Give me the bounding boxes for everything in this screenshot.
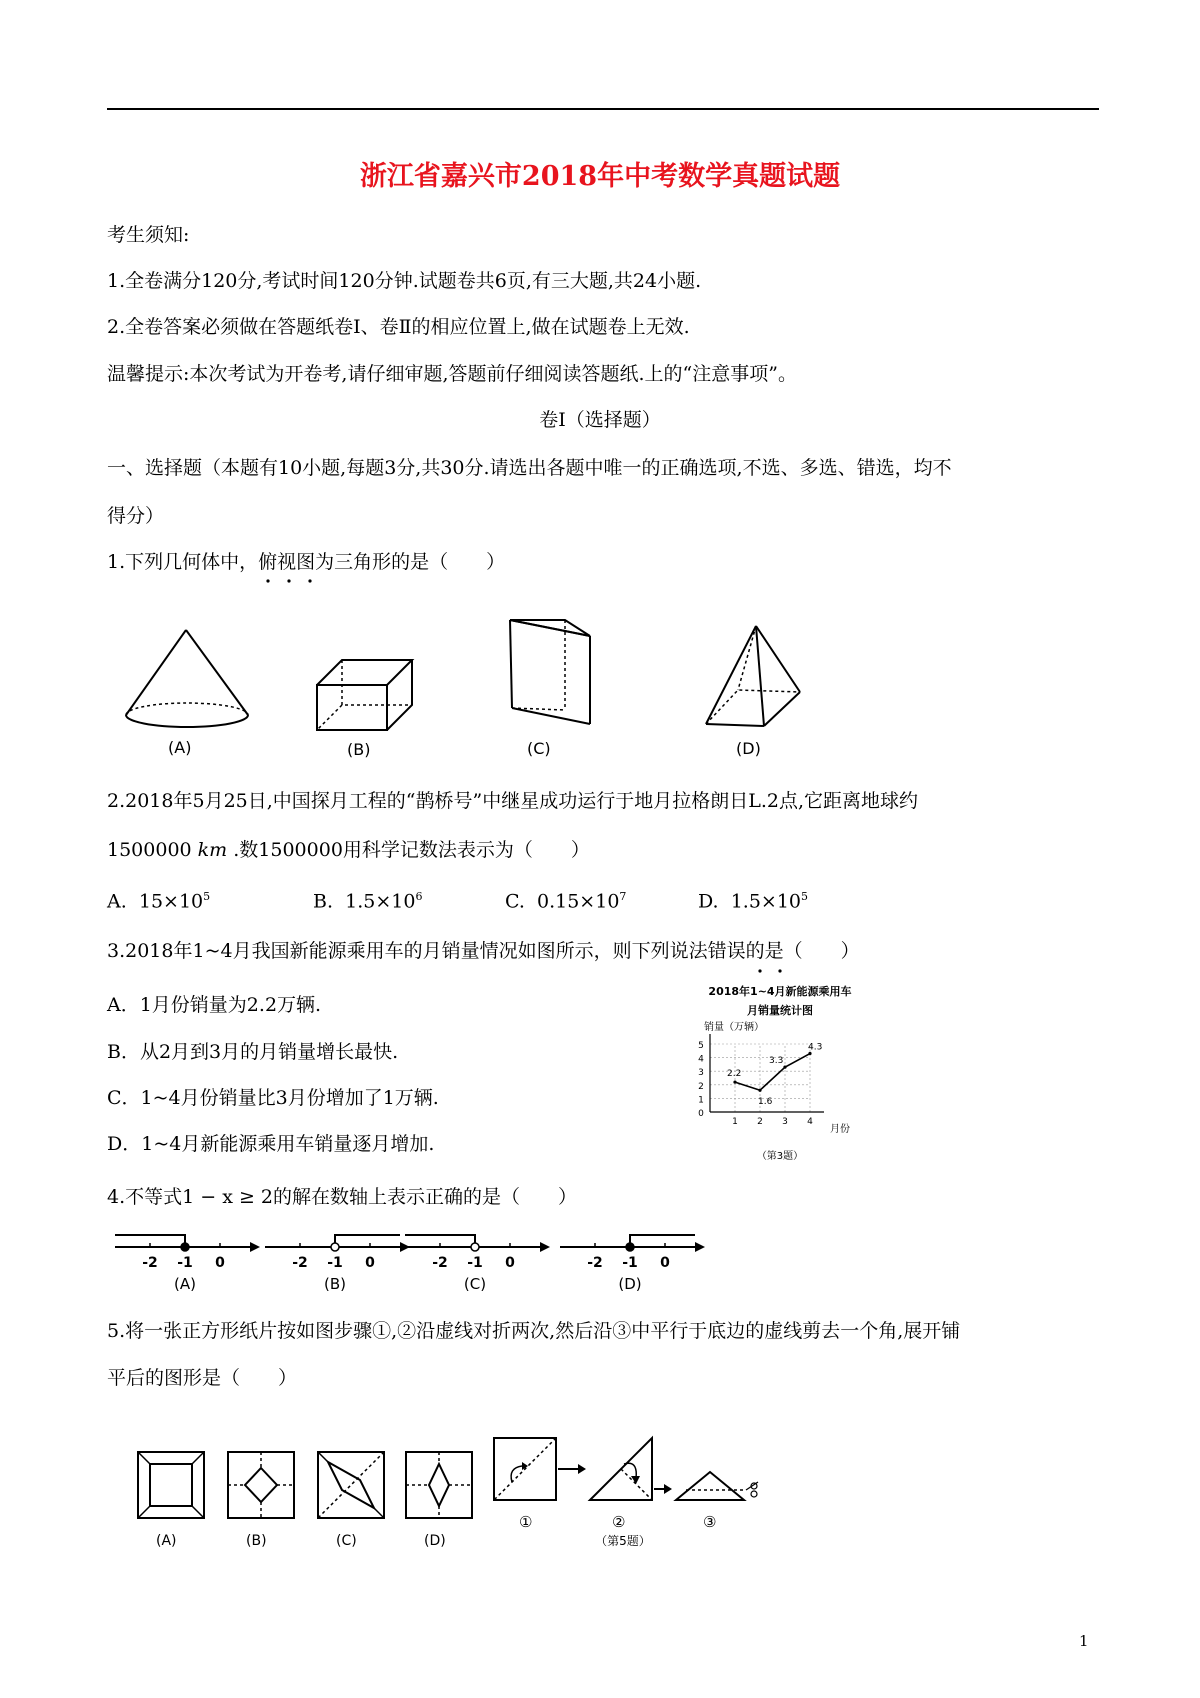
number-line-tick-label: -1: [467, 1255, 483, 1271]
solution-ray: [630, 1235, 695, 1247]
question-1-text: 1.下列几何体中，俯视图为三角形的是（ ）: [107, 551, 506, 573]
sales-line-chart: [690, 982, 870, 1167]
question-2-option-a: A. $15\times 10^5$: [107, 890, 211, 913]
question-3-option-b: B．从2月到3月的月销量增长最快.: [107, 1041, 399, 1063]
chart-y-tick-label: 1: [698, 1095, 704, 1106]
number-line-caption: (D): [618, 1275, 642, 1293]
number-line-tick-label: 0: [660, 1255, 670, 1271]
chart-y-label: 销量（万辆）: [704, 1022, 764, 1033]
closed-dot: [626, 1243, 634, 1251]
question-2-text-cont: 1500000 km .数1500000用科学记数法表示为（ ）: [107, 839, 590, 861]
number-line-arrow: [250, 1242, 260, 1252]
question-3-text: 3.2018年1~4月我国新能源乘用车的月销量情况如图所示，则下列说法错误的是（ ）: [107, 940, 860, 962]
open-dot: [331, 1243, 339, 1251]
question-3-option-a: A．1月份销量为2.2万辆.: [107, 994, 322, 1016]
fold-step-2: [590, 1438, 652, 1531]
figure-pyramid: [698, 620, 808, 760]
warm-tip: 温馨提示:本次考试为开卷考,请仔细审题,答题前仔细阅读答题纸.上的“注意事项”。: [107, 363, 797, 385]
number-line-tick-label: -1: [177, 1255, 193, 1271]
chart-x-label: 月份: [830, 1124, 850, 1135]
emphasis-dots: [756, 968, 816, 974]
chart-point: [733, 1080, 736, 1083]
svg-text:(C): (C): [336, 1533, 357, 1549]
figure-triangular-prism: [505, 614, 600, 760]
question-2-option-d: D. $1.5\times 10^5$: [698, 890, 809, 913]
fold-step-1: [494, 1438, 556, 1531]
svg-text:①: ①: [519, 1513, 533, 1531]
open-dot: [471, 1243, 479, 1251]
number-line-tick-label: -2: [142, 1255, 158, 1271]
caption-b: (B): [347, 740, 371, 759]
option-a-shape: [138, 1452, 204, 1549]
chart-data-label: 2.2: [727, 1069, 742, 1080]
chart-data-label: 1.6: [758, 1097, 773, 1108]
chart-point: [783, 1066, 786, 1069]
question-5-text: 5.将一张正方形纸片按如图步骤①,②沿虚线对折两次,然后沿③中平行于底边的虚线剪去一个角,展开铺: [107, 1320, 961, 1342]
section-title: 卷Ⅰ（选择题）: [539, 409, 661, 431]
number-line-tick-label: -2: [292, 1255, 308, 1271]
option-d-shape: [406, 1452, 472, 1549]
number-line-caption: (B): [324, 1275, 346, 1293]
caption-d: (D): [736, 739, 761, 758]
number-line-tick-label: -2: [587, 1255, 603, 1271]
caption-c: (C): [527, 739, 551, 758]
chart-data-label: 3.3: [769, 1056, 784, 1067]
number-line-options: [115, 1225, 805, 1295]
chart-y-tick-label: 2: [698, 1081, 704, 1092]
chart-caption: （第3题）: [756, 1151, 804, 1162]
notice-heading: 考生须知:: [107, 224, 190, 246]
emphasis-dots: [264, 578, 344, 584]
option-b-shape: [228, 1452, 294, 1549]
solution-ray: [335, 1235, 400, 1247]
page-title: 浙江省嘉兴市2018年中考数学真题试题: [359, 161, 841, 192]
chart-x-tick-label: 3: [782, 1117, 788, 1127]
notice-item-2: 2.全卷答案必须做在答题纸卷Ⅰ、卷Ⅱ的相应位置上,做在试题卷上无效.: [107, 316, 690, 338]
figure-cone: [120, 620, 260, 760]
number-line-tick-label: 0: [215, 1255, 225, 1271]
paper-fold-figures: [128, 1432, 788, 1552]
option-c-shape: [318, 1452, 384, 1549]
chart-x-tick-label: 1: [732, 1117, 738, 1127]
question-2-option-c: C. $0.15\times 10^7$: [505, 890, 627, 913]
notice-item-1: 1.全卷满分120分,考试时间120分钟.试题卷共6页,有三大题,共24小题.: [107, 270, 702, 292]
number-line-tick-label: 0: [365, 1255, 375, 1271]
number-line-tick-label: 0: [505, 1255, 515, 1271]
question-5-text-cont: 平后的图形是（ ）: [107, 1367, 298, 1389]
svg-text:③: ③: [703, 1513, 717, 1531]
chart-title-line2: 月销量统计图: [747, 1004, 813, 1017]
part-one-instructions-cont: 得分）: [107, 505, 165, 527]
fig5-caption: （第5题）: [595, 1534, 651, 1548]
chart-y-tick-label: 5: [698, 1041, 704, 1051]
question-4-text: 4.不等式1 − x ≥ 2的解在数轴上表示正确的是（ ）: [107, 1186, 578, 1208]
number-line-caption: (C): [463, 1275, 487, 1293]
question-3-option-c: C．1~4月份销量比3月份增加了1万辆.: [107, 1087, 439, 1109]
part-one-instructions: 一、选择题（本题有10小题,每题3分,共30分.请选出各题中唯一的正确选项,不选、多选、错选，均不: [107, 457, 952, 479]
chart-y-tick-label: 4: [698, 1054, 704, 1065]
question-3-option-d: D．1~4月新能源乘用车销量逐月增加.: [107, 1133, 435, 1155]
fold-step-3: [676, 1472, 758, 1531]
chart-y-tick-label: 0: [698, 1109, 704, 1119]
chart-title-line1: 2018年1~4月新能源乘用车: [708, 985, 852, 998]
number-line-caption: (A): [174, 1275, 196, 1293]
number-line-tick-label: -2: [432, 1255, 448, 1271]
number-line-tick-label: -1: [622, 1255, 638, 1271]
caption-a: (A): [168, 738, 192, 757]
header-rule: [107, 108, 1099, 110]
svg-text:②: ②: [612, 1513, 626, 1531]
number-line-arrow: [695, 1242, 705, 1252]
closed-dot: [181, 1243, 189, 1251]
chart-y-tick-label: 3: [698, 1068, 704, 1079]
figure-cuboid: [312, 640, 422, 760]
svg-text:(A): (A): [156, 1533, 177, 1549]
chart-x-tick-label: 4: [807, 1117, 813, 1127]
number-line-arrow: [540, 1242, 550, 1252]
number-line-tick-label: -1: [327, 1255, 343, 1271]
question-2-text: 2.2018年5月25日,中国探月工程的“鹊桥号”中继星成功运行于地月拉格朗日L.2点,它距离地球约: [107, 790, 918, 812]
svg-text:(B): (B): [246, 1533, 267, 1549]
svg-text:(D): (D): [424, 1533, 446, 1549]
chart-x-tick-label: 2: [757, 1117, 763, 1127]
chart-point: [758, 1089, 761, 1092]
page-number: 1: [1079, 1632, 1089, 1650]
question-2-option-b: B. $1.5\times 10^6$: [313, 890, 423, 913]
chart-data-label: 4.3: [808, 1042, 823, 1053]
